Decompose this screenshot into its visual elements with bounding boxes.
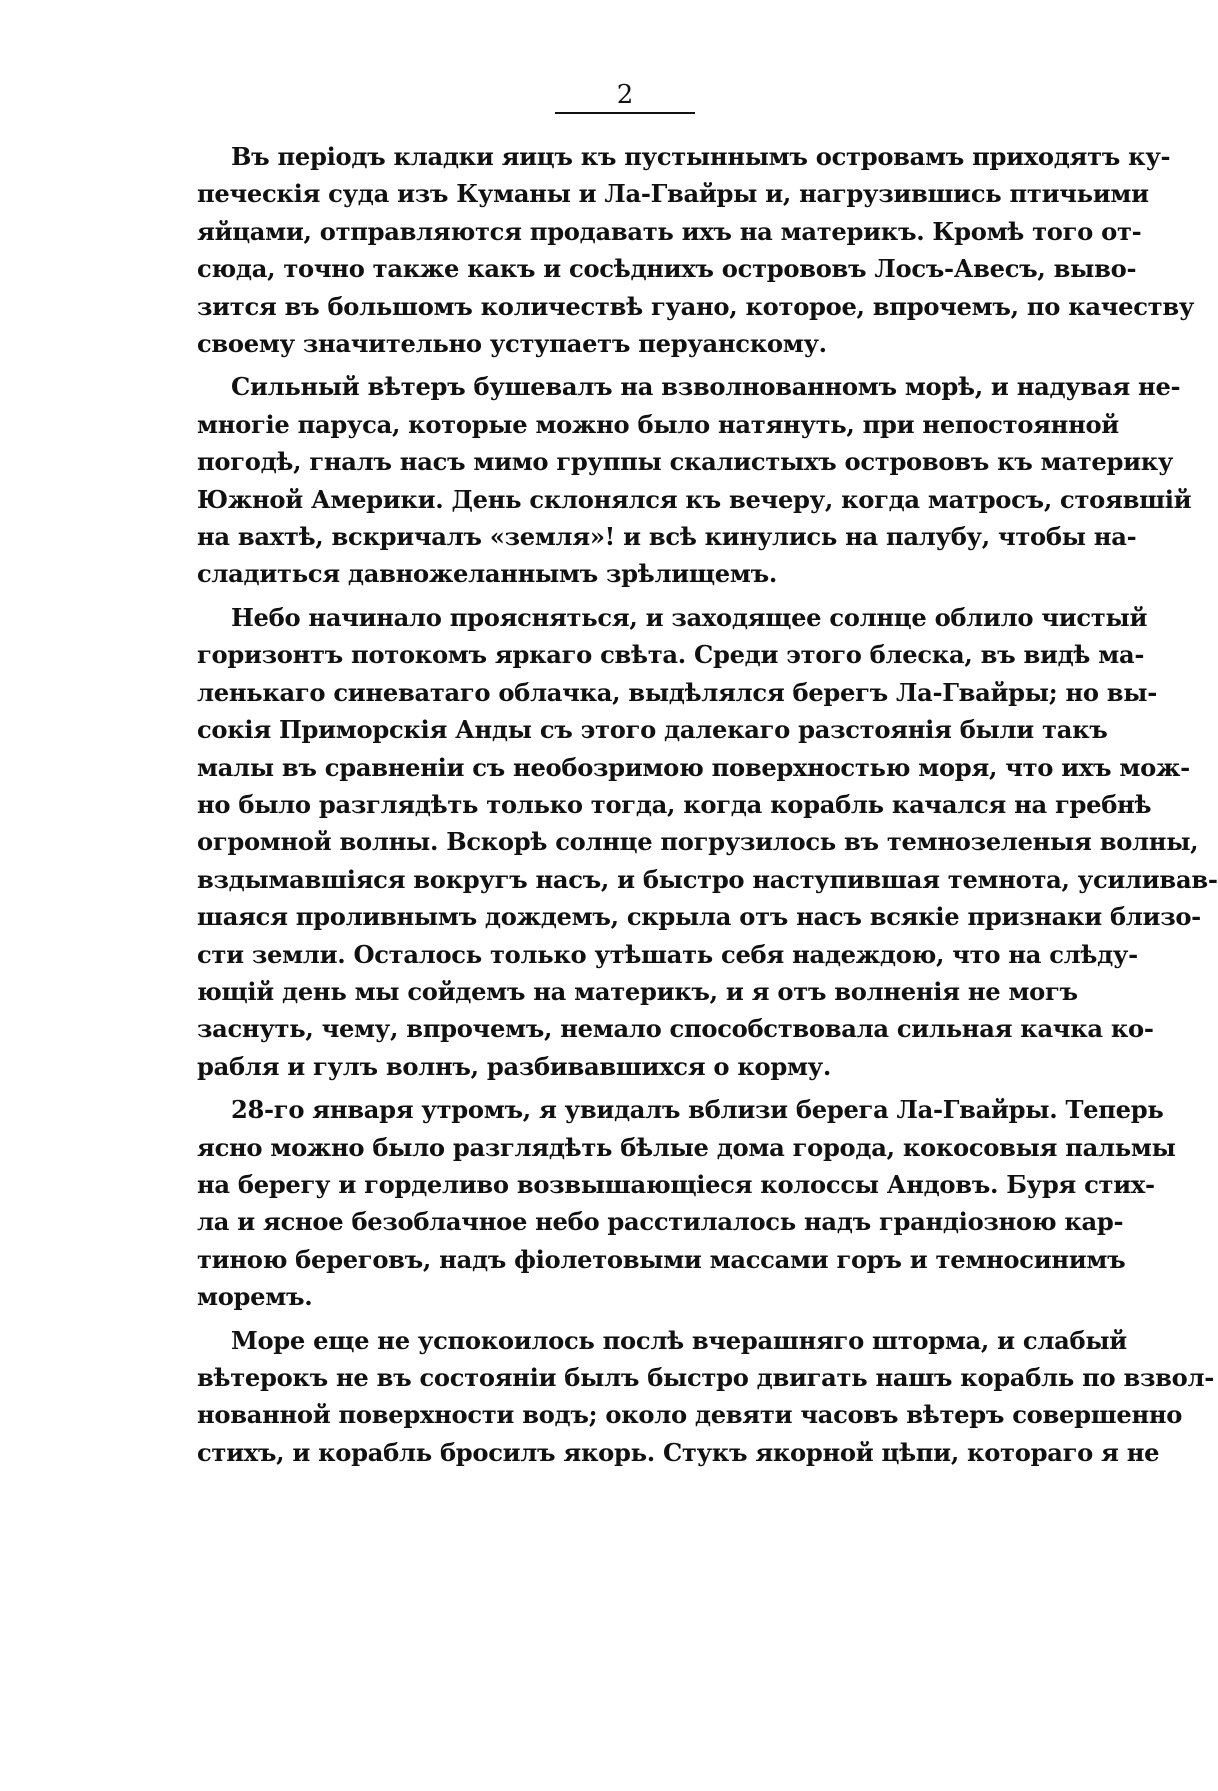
- text-line: ясно можно было разглядѣть бѣлые дома города, кокосовыя пальмы: [197, 1132, 1176, 1162]
- text-line: на вахтѣ, вскричалъ «земля»! и всѣ кинулись на палубу, чтобы на-: [197, 522, 1137, 552]
- text-line: 28-го января утромъ, я увидалъ вблизи берега Ла-Гвайры. Теперь: [231, 1095, 1164, 1125]
- text-line: сокія Приморскія Анды съ этого далекаго разстоянія были такъ: [197, 715, 1108, 745]
- text-line: Южной Америки. День склонялся къ вечеру, когда матросъ, стоявшій: [197, 484, 1192, 514]
- text-line: Небо начинало проясняться, и заходящее солнце облило чистый: [231, 602, 1148, 632]
- paragraph-4: [197, 1091, 1176, 1315]
- text-line: сти земли. Осталось только утѣшать себя надеждою, что на слѣду-: [197, 939, 1138, 969]
- paragraph-5: [197, 1322, 1214, 1472]
- text-line: шаяся проливнымъ дождемъ, скрыла отъ насъ всякіе признаки близо-: [197, 902, 1201, 932]
- text-line: заснуть, чему, впрочемъ, немало способствовала сильная качка ко-: [197, 1014, 1154, 1044]
- text-line: сладиться давножеланнымъ зрѣлищемъ.: [197, 559, 777, 589]
- text-line: моремъ.: [197, 1282, 313, 1312]
- text-line: вѣтерокъ не въ состояніи былъ быстро двигать нашъ корабль по взвол-: [197, 1363, 1214, 1392]
- text-line: зится въ большомъ количествѣ гуано, которое, впрочемъ, по качеству: [197, 291, 1195, 321]
- text-line: многіе паруса, которые можно было натянуть, при непостоянной: [197, 409, 1119, 439]
- text-line: сюда, точно также какъ и сосѣднихъ острововъ Лосъ-Авесъ, выво-: [197, 254, 1137, 284]
- paragraph-1: [197, 138, 1195, 362]
- text-line: на берегу и горделиво возвышающіеся колоссы Андовъ. Буря стих-: [197, 1169, 1155, 1199]
- text-line: Сильный вѣтеръ бушевалъ на взволнованномъ морѣ, и надувая не-: [231, 372, 1181, 402]
- page-number: 2: [616, 80, 634, 110]
- text-line: Въ перiодъ кладки яицъ къ пустыннымъ островамъ приходятъ ку-: [231, 142, 1171, 171]
- text-line: своему значительно уступаетъ перуанскому.: [197, 329, 827, 359]
- text-line: печескія суда изъ Куманы и Ла-Гвайры и, нагрузившись птичьими: [197, 179, 1149, 209]
- paragraph-2: [197, 368, 1192, 592]
- text-line: яйцами, отправляются продавать ихъ на материкъ. Кромѣ того от-: [197, 216, 1142, 246]
- text-line: тиною береговъ, надъ фіолетовыми массами горъ и темносинимъ: [197, 1244, 1126, 1274]
- text-line: ленькаго синеватаго облачка, выдѣлялся берегъ Ла-Гвайры; но вы-: [197, 677, 1157, 707]
- page-number-rule: [555, 112, 695, 114]
- text-line: погодѣ, гналъ насъ мимо группы скалистыхъ острововъ къ материку: [197, 447, 1174, 477]
- text-line: но было разглядѣть только тогда, когда корабль качался на гребнѣ: [197, 789, 1152, 819]
- body-text: [197, 138, 1218, 1471]
- text-line: нованной поверхности водъ; около девяти часовъ вѣтеръ совершенно: [197, 1400, 1183, 1430]
- text-line: рабля и гулъ волнъ, разбивавшихся о корму.: [197, 1051, 831, 1081]
- text-line: огромной волны. Вскорѣ солнце погрузилось въ темнозеленыя волны,: [197, 827, 1199, 857]
- text-line: горизонтъ потокомъ яркаго свѣта. Среди этого блеска, въ видѣ ма-: [197, 640, 1145, 670]
- paragraph-3: [197, 599, 1218, 1085]
- text-line: малы въ сравненіи съ необозримою поверхностью моря, что ихъ мож-: [197, 752, 1190, 782]
- text-line: ла и ясное безоблачное небо расстилалось надъ грандіозною кар-: [197, 1207, 1124, 1237]
- text-line: стихъ, и корабль бросилъ якорь. Стукъ якорной цѣпи, котораго я не: [197, 1437, 1160, 1467]
- text-line: ющій день мы сойдемъ на материкъ, и я отъ волненія не могъ: [197, 976, 1078, 1006]
- text-line: Море еще не успокоилось послѣ вчерашняго шторма, и слабый: [231, 1325, 1127, 1355]
- text-line: вздымавшіяся вокругъ насъ, и быстро наступившая темнота, усиливав-: [197, 864, 1218, 894]
